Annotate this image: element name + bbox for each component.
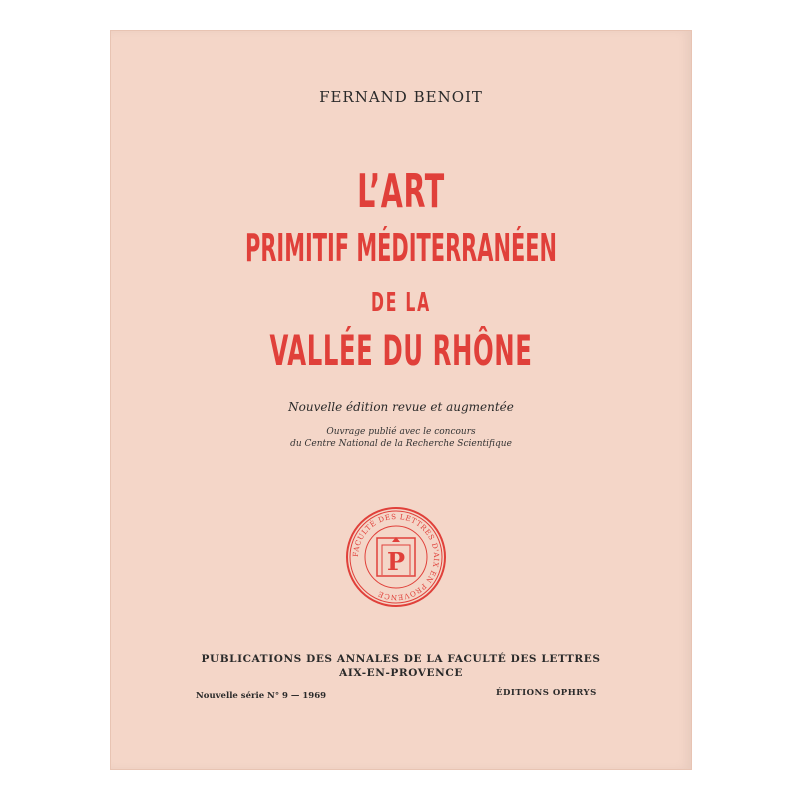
edition-note: Nouvelle édition revue et augmentée <box>288 400 514 414</box>
publisher-line-1: PUBLICATIONS DES ANNALES DE LA FACULTÉ DES LETTRES <box>201 653 601 665</box>
book-cover <box>110 30 692 770</box>
series-number: Nouvelle série N° 9 — 1969 <box>196 691 327 701</box>
title-line-4: VALLÉE DU RHÔNE <box>269 326 533 375</box>
publisher-line-2: AIX-EN-PROVENCE <box>339 667 463 679</box>
title-line-1: L’ART <box>357 164 445 218</box>
title-line-2: PRIMITIF MÉDITERRANÉEN <box>245 226 557 270</box>
support-line-1: Ouvrage publié avec le concours <box>326 427 476 437</box>
imprint: ÉDITIONS OPHRYS <box>496 688 597 698</box>
title-line-3: DE LA <box>370 288 432 318</box>
seal-letter: P <box>386 547 406 576</box>
publisher-seal-icon <box>344 505 448 609</box>
author-name: FERNAND BENOIT <box>319 88 483 106</box>
seal-ring-text: FACULTÉ DES LETTRES D'AIX EN PROVENCE <box>350 511 442 603</box>
support-line-2: du Centre National de la Recherche Scientifique <box>290 439 512 449</box>
